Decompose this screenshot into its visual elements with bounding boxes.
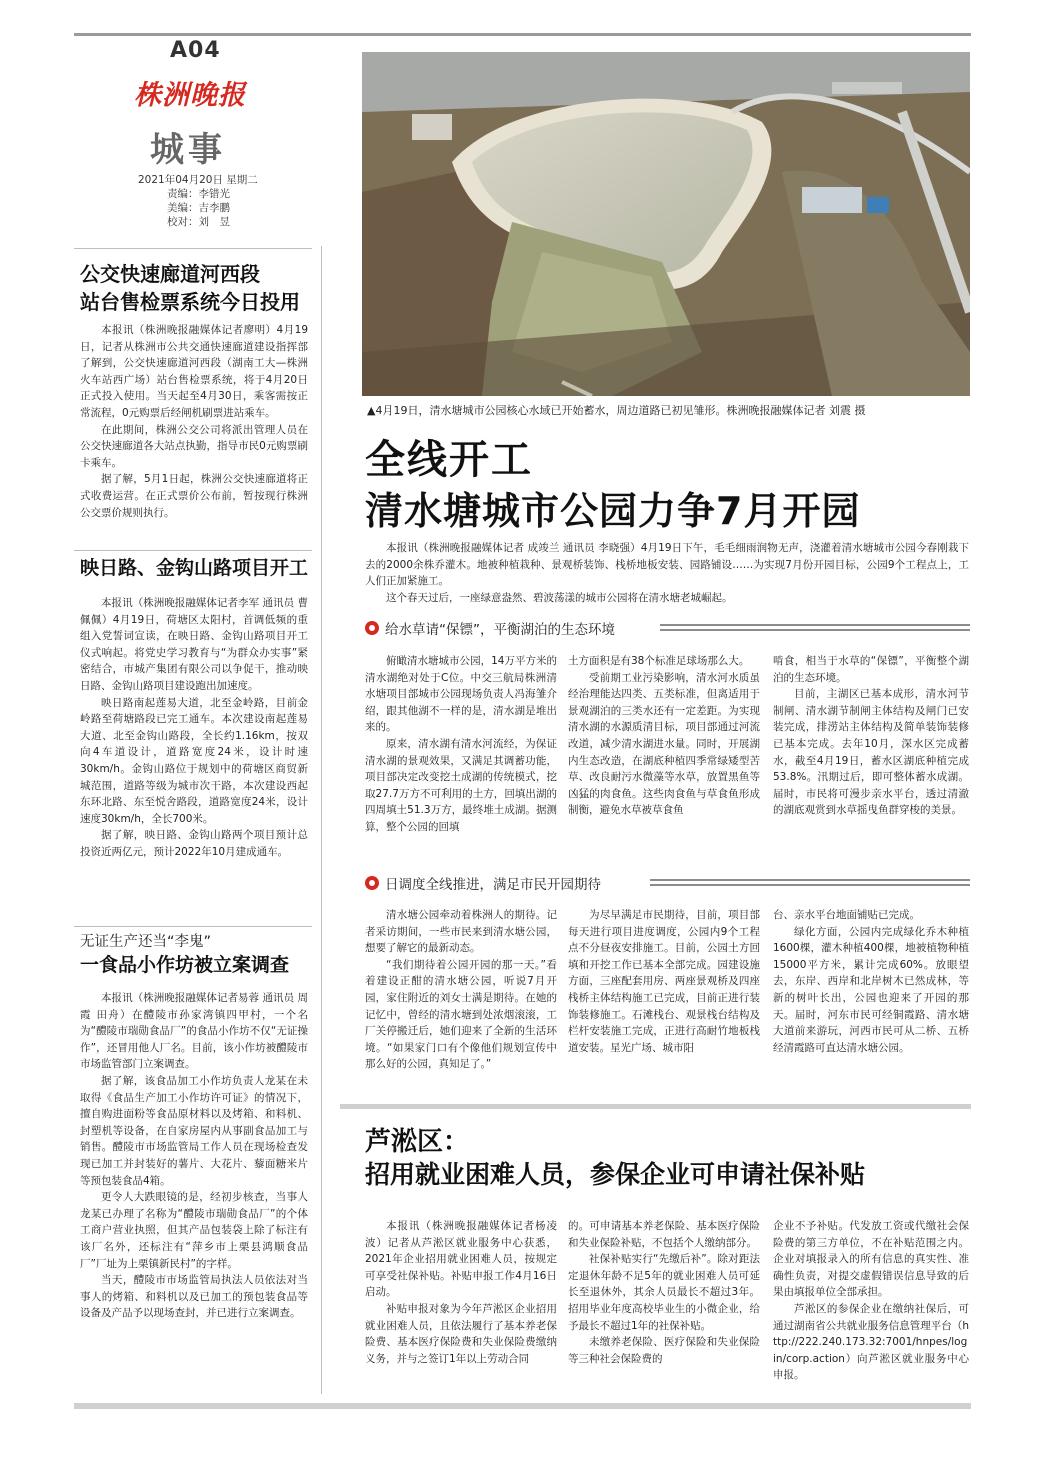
- section1-col1: [365, 653, 557, 836]
- body-paragraph: 原来，清水湖有清水河流经，为保证清水湖的景观效果，又满足其调蓄功能，项目部决定改变挖土成湖的传统模式，挖取27.7万方不可利用的土方，回填出湖的四周填土51.3万方，最终堆土成湖。据测算，整个公园的回填: [365, 737, 557, 833]
- story1-title-line1: 公交快速廊道河西段: [80, 262, 260, 286]
- decorative-lines: [660, 624, 970, 634]
- subhead-1-text: 给水草请“保镖”，平衡湖泊的生态环境: [385, 622, 615, 638]
- bottom-page-rule: [74, 1403, 971, 1409]
- body-paragraph: 台、亲水平台地面铺贴已完成。: [773, 909, 920, 921]
- photo-caption: ▲4月19日，清水塘城市公园核心水域已开始蓄水，周边道路已初见雏形。株洲晚报融媒体记者 刘震 摄: [367, 404, 866, 417]
- body-paragraph: 啃食，相当于水草的“保镖”，平衡整个湖泊的生态环境。: [773, 655, 969, 684]
- story2-paragraph: 据了解，映日路、金钩山路两个项目预计总投资近两亿元，预计2022年10月建成通车。: [80, 829, 308, 858]
- bullet-circle-icon: [365, 876, 379, 890]
- story1-paragraph: 本报讯（株洲晚报融媒体记者廖明）4月19日，记者从株洲市公共交通快速廊道建设指挥部了解到，公交快速廊道河西段（湖南工大—株洲火车站西广场）站台售检票系统，将于4月20日正式投入使用。当天起至4月30日，乘客需按正常流程，0元购票后经闸机刷票进站乘车。: [80, 324, 308, 419]
- story3-paragraph: 当天，醴陵市市场监管局执法人员依法对当事人的烤箱、和料机以及已加工的预包装食品等设备及产品予以现场查封，并已进行立案调查。: [80, 1274, 308, 1320]
- body-paragraph: 未缴养老保险、医疗保险和失业保险等三种社会保险费的: [568, 1336, 760, 1365]
- story3-paragraph: 本报讯（株洲晚报融媒体记者易蓉 通讯员 周霞 田舟）在醴陵市孙家湾镇四甲村，一个名为“醴陵市瑞勋食品厂”的食品小作坊不仅“无证操作”，还冒用他人厂名。目前，该小作坊被醴陵市市场监管部门立案调查。: [80, 992, 308, 1071]
- body-paragraph: 的。可申请基本养老保险、基本医疗保险和失业保险补贴，不包括个人缴纳部分。: [568, 1220, 760, 1249]
- story1-title-line2: 站台售检票系统今日投用: [80, 290, 300, 314]
- body-paragraph: “我们期待着公园开园的那一天。”看着建设正酣的清水塘公园，听说7月开园，家住附近的刘女士满是期待。在她的记忆中，曾经的清水塘到处浓烟滚滚，工厂关停搬迁后，她们迎来了全新的生活环境。“如果家门口有个像他们规划宣传中那么好的公园，真知足了。”: [365, 958, 557, 1071]
- page-number: A04: [170, 38, 221, 63]
- subhead-2-text: 日调度全线推进，满足市民开园期待: [385, 877, 601, 893]
- body-paragraph: 清水塘公园牵动着株洲人的期待。记者采访期间，一些市民来到清水塘公园，想要了解它的最新动态。: [365, 909, 557, 955]
- body-paragraph: 本报讯（株洲晚报融媒体记者杨凌波）记者从芦淞区就业服务中心获悉，2021年企业招用就业困难人员，按规定可享受社保补贴。补贴申报工作4月16日启动。: [365, 1220, 557, 1299]
- story2-top-rule: [74, 550, 312, 551]
- bottom-headline-line1: 芦淞区：: [365, 1127, 470, 1157]
- subhead-2: [365, 873, 601, 893]
- subhead-1: [365, 618, 615, 638]
- bottom-col1: [365, 1218, 557, 1367]
- story2-body: [80, 595, 308, 861]
- story3-top-rule: [74, 926, 312, 927]
- body-paragraph: 俯瞰清水塘城市公园，14万平方米的清水湖绝对处于C位。中交三航局株洲清水塘项目部城市公园现场负责人冯海雏介绍，跟其他湖不一样的是，清水湖是堆出来的。: [365, 655, 557, 734]
- bottom-col3: [773, 1218, 969, 1384]
- proofreader-credit: 校对：刘 昱: [167, 216, 230, 228]
- masthead-logo: 株洲晚报: [134, 80, 246, 111]
- issue-date: 2021年04月20日 星期二: [138, 174, 258, 186]
- editor-credit: 责编：李错光: [167, 188, 230, 200]
- bottom-col2: [568, 1218, 760, 1367]
- body-paragraph: 土方面积是有38个标准足球场那么大。: [568, 655, 750, 667]
- decorative-lines: [650, 879, 970, 889]
- main-lead: [365, 540, 969, 606]
- section2-col1: [365, 907, 557, 1073]
- top-rule: [74, 33, 971, 36]
- lead-paragraph: 这个春天过后，一座绿意盎然、碧波荡漾的城市公园将在清水塘老城崛起。: [386, 591, 733, 604]
- body-paragraph: 社保补贴实行“先缴后补”。除对距法定退休年龄不足5年的就业困难人员可延长至退休外，其余人员最长不超过3年。招用毕业年度高校毕业生的小微企业，给予最长不超过1年的社保补贴。: [568, 1253, 760, 1332]
- bottom-headline-line2: 招用就业困难人员，参保企业可申请社保补贴: [365, 1160, 866, 1189]
- main-headline-line1: 全线开工: [365, 437, 533, 483]
- section-title: 城事: [150, 130, 226, 170]
- aerial-photo-drawing: [362, 52, 970, 396]
- bullet-circle-icon: [365, 621, 379, 635]
- designer-credit: 美编：吉李鹏: [167, 202, 230, 214]
- bottom-story-rule: [340, 1104, 971, 1109]
- story3-body: [80, 990, 308, 1322]
- column-divider: [321, 246, 322, 1394]
- story2-paragraph: 本报讯（株洲晚报融媒体记者李军 通讯员 曹佩佩）4月19日，荷塘区太阳村，首调低频的重组入党誓词宣读，在映日路、金钩山路项目开工仪式响起。将党史学习教育与“为群众办实事”紧密结合，市城产集团有限公司以争促干，推动映日路、金钩山路项目建设跑出加速度。: [80, 597, 308, 692]
- body-paragraph: 绿化方面，公园内完成绿化乔木种植1600棵，灌木种植400棵，地被植物种植15000平方米，累计完成60%。放眼望去，东岸、西岸和北岸树木已然成林，等新的树叶长出，公园也迎来了开园的那天。届时，河东市民可经铜霞路、清水塘大道前来游玩，河西市民可从二桥、五桥经清霞路可直达清水塘公园。: [773, 925, 969, 1054]
- body-paragraph: 目前，主湖区已基本成形，清水河节制闸、清水湖节制闸主体结构及闸门已安装完成，排涝站主体结构及简单装饰装修已基本完成。去年10月，深水区完成蓄水，截至4月19日，蓄水区湖底种植完成53.8%。汛期过后，即可整体蓄水成湖。届时，市民将可漫步亲水平台，透过清澈的湖底观赏到水草摇曳鱼群穿梭的美景。: [773, 688, 969, 817]
- body-paragraph: 企业不予补贴。代发放工资或代缴社会保险费的第三方单位，不在补贴范围之内。企业对填报录入的所有信息的真实性、准确性负责，对提交虚假错误信息导致的后果由填报单位全部承担。: [773, 1220, 969, 1299]
- story3-title: 一食品小作坊被立案调查: [80, 954, 290, 976]
- story1-body: [80, 322, 308, 521]
- story1-paragraph: 据了解，5月1日起，株洲公交快速廊道将正式收费运营。在正式票价公布前，暂按现行株洲公交票价规则执行。: [80, 473, 308, 519]
- park-aerial-photo: [362, 52, 970, 396]
- story3-paragraph: 据了解，该食品加工小作坊负责人龙某在未取得《食品生产加工小作坊许可证》的情况下，擅自购进面粉等食品原材料以及烤箱、和料机、封塑机等设备，在自家房屋内从事副食品加工与销售。醴陵市市场监管局工作人员在现场检查发现已加工并封装好的薯片、大花片、藜面糖米片等预包装食品4箱。: [80, 1074, 308, 1187]
- section1-col2: [568, 653, 760, 819]
- story2-title: 映日路、金钩山路项目开工: [80, 557, 309, 579]
- body-paragraph: 受前期工业污染影响，清水河水质虽经治理能达四类、五类标准，但离适用于景观湖泊的三类水还有一定差距。为实现清水湖的水源质清目标，项目部通过河流改道，减少清水湖进水量。同时，开展湖内生态改造，在湖底种植四季常绿矮型苦草、改良耐污水微藻等水草，放置黑鱼等凶猛的肉食鱼。这些肉食鱼与草食鱼形成制衡，避免水草被草食鱼: [568, 671, 760, 817]
- story3-paragraph: 更令人大跌眼镜的是，经初步核查，当事人龙某已办理了名称为“醴陵市瑞勋食品厂”的个体工商户营业执照，但其产品包装袋上除了标注有该厂名外，还标注有“萍乡市上栗县鸿顺食品厂”厂址为上栗镇新民村”的字样。: [80, 1191, 308, 1270]
- story1-top-rule: [74, 248, 312, 249]
- body-paragraph: 补贴申报对象为今年芦淞区企业招用就业困难人员，且依法履行了基本养老保险费、基本医疗保险费和失业保险费缴纳义务，并与之签订1年以上劳动合同: [365, 1302, 557, 1365]
- section1-col3: [773, 653, 969, 819]
- story2-paragraph: 映日路南起莲易大道，北至金岭路，目前金岭路至荷塘路段已完工通车。本次建设南起莲易大道、北至金钩山路段，全长约1.16km，按双向4车道设计，道路宽度24米，设计时速30km/h。金钩山路位于规划中的荷塘区商贸新城范围，道路等级为城市次干路，本次建设西起东环北路、东至悦舍路段，道路宽度24米，设计速度30km/h，全长700米。: [80, 696, 308, 825]
- body-paragraph: 为尽早满足市民期待，目前，项目部每天进行项目进度调度，公园内9个工程点不分昼夜安排施工。目前，公园土方回填和开挖工作已基本全部完成。园建设施方面，三座配套用房、两座景观桥及四座栈桥主体结构施工已完成，目前正进行装饰装修施工。石滩栈台、观景栈台结构及栏杆安装施工完成，正进行高耐竹地板栈道安装。星光广场、城市阳: [568, 909, 760, 1054]
- story1-paragraph: 在此期间，株洲公交公司将派出管理人员在公交快速廊道各大站点执勤，指导市民0元购票刷卡乘车。: [80, 423, 308, 469]
- section2-col2: [568, 907, 760, 1056]
- main-headline-line2: 清水塘城市公园力争7月开园: [365, 489, 861, 533]
- story3-kicker: 无证生产还当“李鬼”: [80, 934, 212, 950]
- body-paragraph: 芦淞区的参保企业在缴纳社保后，可通过湖南省公共就业服务信息管理平台（http://222.240.173.32:7001/hnpes/login/corp.action）向芦淞区就业服务中心申报。: [773, 1302, 969, 1382]
- section2-col3: [773, 907, 969, 1056]
- lead-paragraph: 本报讯（株洲晚报融媒体记者 成竣兰 通讯员 李晓强）4月19日下午，毛毛细雨润物无声，浇灌着清水塘城市公园今春刚栽下去的2000余株乔灌木。地被种植栽种、景观桥装饰、栈桥地板安装、园路铺设……为实现7月份开园目标，公园9个工程点上，工人们正加紧施工。: [365, 542, 969, 588]
